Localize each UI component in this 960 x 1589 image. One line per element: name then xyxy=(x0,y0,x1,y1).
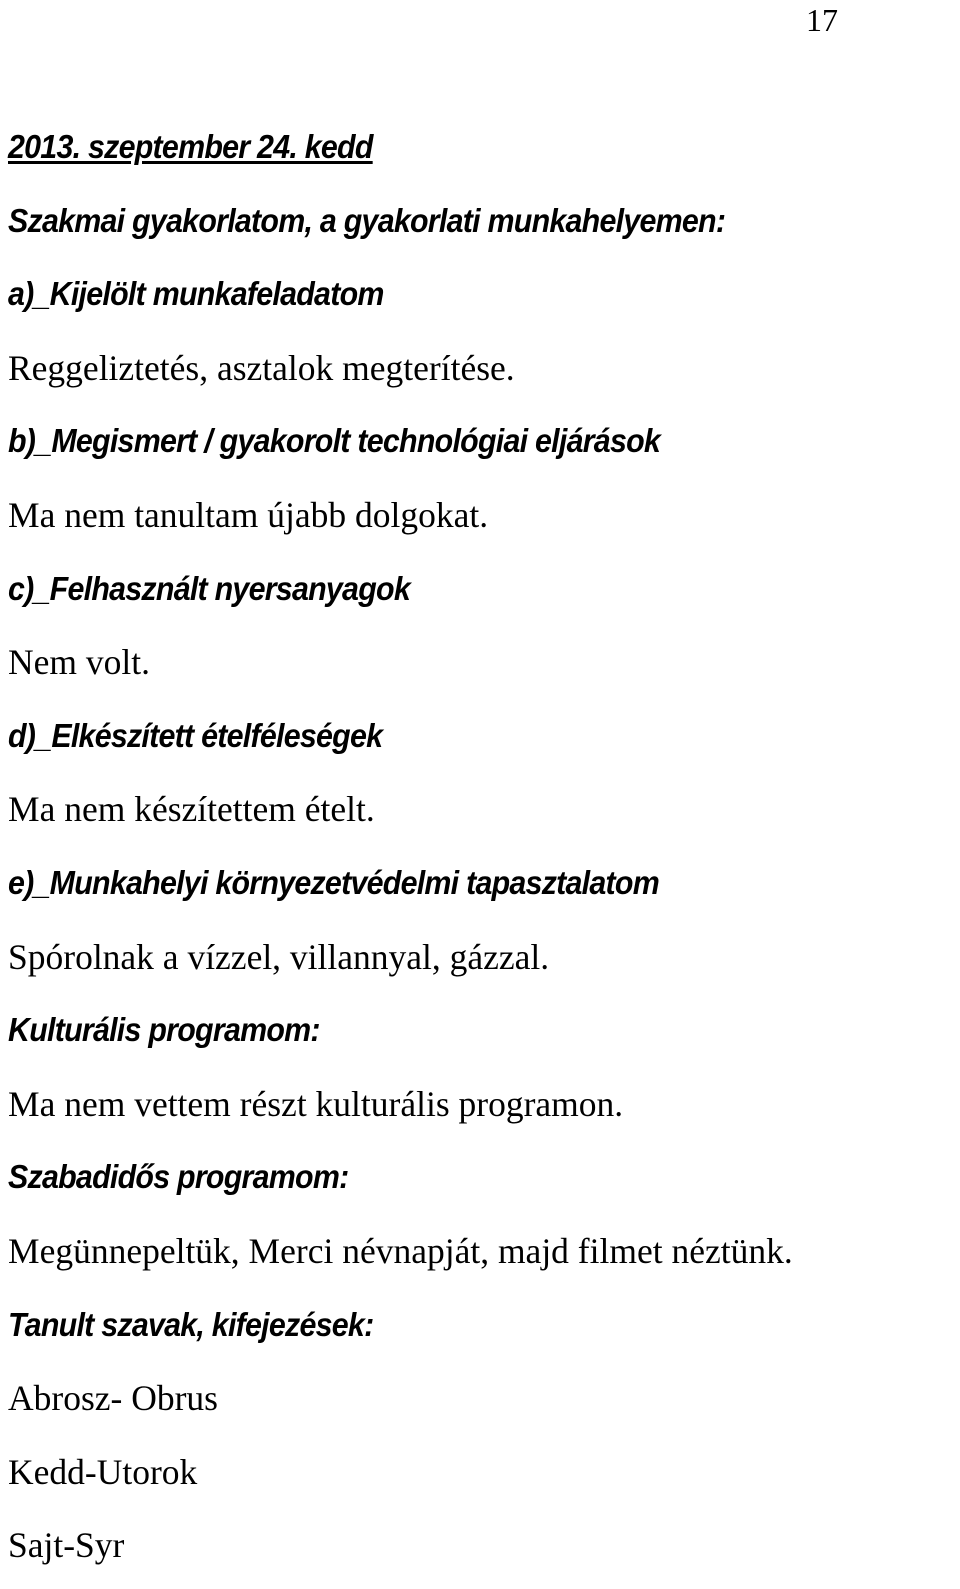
prepared-dishes-text: Ma nem készítettem ételt. xyxy=(8,789,375,830)
environmental-experience-text: Spórolnak a vízzel, villannyal, gázzal. xyxy=(8,936,550,977)
environmental-experience-heading: e)_Munkahelyi környezetvédelmi tapasztalatom xyxy=(8,863,659,901)
vocabulary-item: Kedd-Utorok xyxy=(8,1451,198,1492)
date-heading-text: 2013. szeptember 24. kedd xyxy=(8,128,373,165)
raw-materials-heading: c)_Felhasznált nyersanyagok xyxy=(8,569,410,607)
cultural-program-text: Ma nem vettem részt kulturális programon. xyxy=(8,1083,624,1124)
document-body xyxy=(8,117,956,1589)
assigned-task-heading: a)_Kijelölt munkafeladatom xyxy=(8,275,384,313)
practice-heading: Szakmai gyakorlatom, a gyakorlati munkahelyemen: xyxy=(8,201,726,239)
vocabulary-item: Sajt-Syr xyxy=(8,1525,125,1566)
leisure-program-heading: Szabadidős programom: xyxy=(8,1158,349,1196)
vocabulary-heading: Tanult szavak, kifejezések: xyxy=(8,1305,374,1343)
vocabulary-item: Abrosz- Obrus xyxy=(8,1378,219,1419)
page-number: 17 xyxy=(806,2,838,38)
learned-procedures-heading: b)_Megismert / gyakorolt technológiai eljárások xyxy=(8,422,661,460)
raw-materials-text: Nem volt. xyxy=(8,642,150,683)
date-heading xyxy=(8,117,880,191)
leisure-program-text: Megünnepeltük, Merci névnapját, majd filmet néztünk. xyxy=(8,1230,793,1271)
cultural-program-heading: Kulturális programom: xyxy=(8,1011,320,1049)
assigned-task-text: Reggeliztetés, asztalok megterítése. xyxy=(8,347,515,388)
learned-procedures-text: Ma nem tanultam újabb dolgokat. xyxy=(8,494,489,535)
prepared-dishes-heading: d)_Elkészített ételféleségek xyxy=(8,716,383,754)
